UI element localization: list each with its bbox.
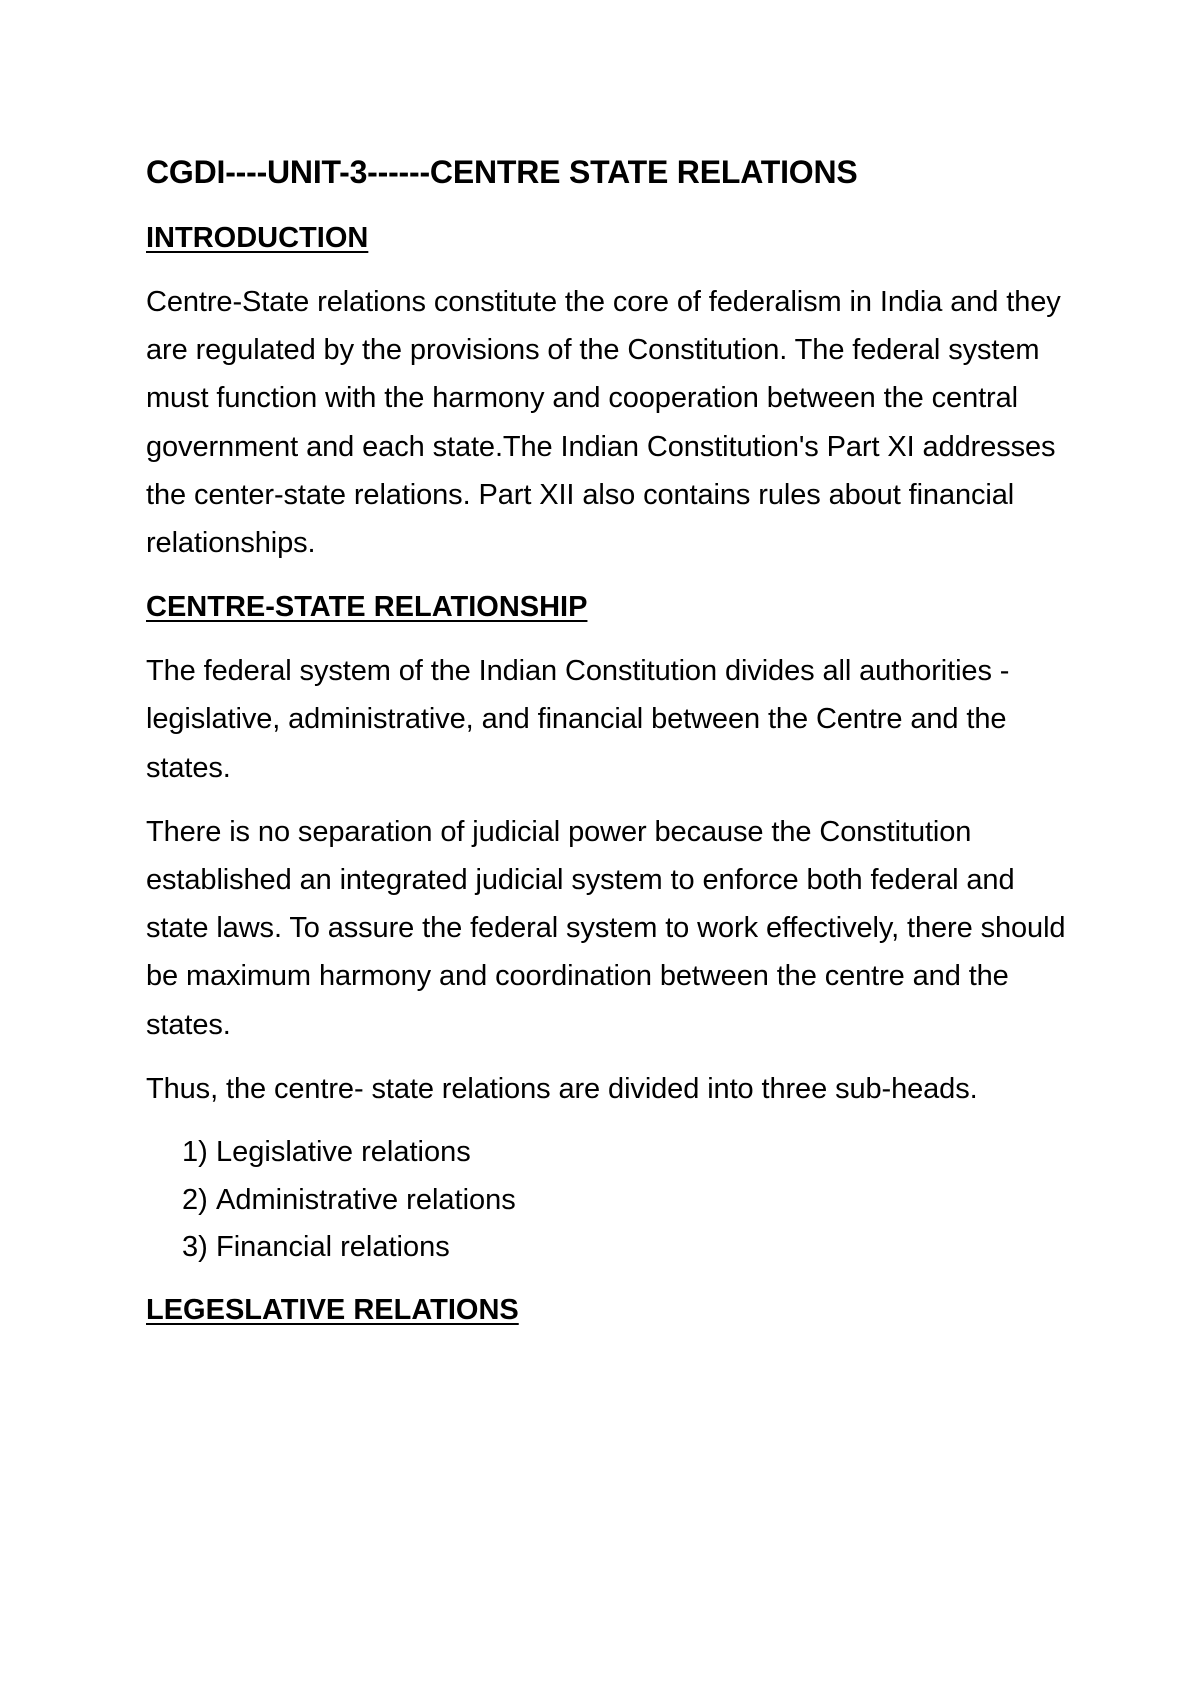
list-item [182,1177,1081,1225]
list-item [182,1224,1081,1272]
relationship-paragraph-2: There is no separation of judicial power because the Constitution established an integrated judicial system to enforce both federal and state laws. To assure the federal system to work effectively, there should be maximum harmony and coordination between the centre and the states. [146,815,1066,1041]
relationship-paragraph-3: Thus, the centre- state relations are divided into three sub-heads. [146,1072,978,1105]
list-item [182,1129,1081,1177]
list-item-text: Administrative relations [216,1183,516,1216]
section-heading-centre-state-relationship: CENTRE-STATE RELATIONSHIP [146,591,588,624]
introduction-paragraph: Centre-State relations constitute the core of federalism in India and they are regulated by the provisions of the Constitution. The federal system must function with the harmony and cooperation between the central government and each state.The Indian Constitution's Part XI addresses the center-state relations. Part XII also contains rules about financial relationships. [146,286,1061,560]
list-item-text: Financial relations [216,1231,450,1264]
list-item-number: 3) [182,1231,208,1264]
document-body [146,148,1081,1350]
section-heading-legislative-relations: LEGESLATIVE RELATIONS [146,1293,519,1326]
relationship-paragraph-1: The federal system of the Indian Constitution divides all authorities - legislative, administrative, and financial between the Centre and the states. [146,655,1010,784]
document-title: CGDI----UNIT-3------CENTRE STATE RELATIONS [146,154,858,190]
list-item-number: 2) [182,1183,208,1216]
list-item-text: Legislative relations [216,1136,471,1169]
relations-list [146,1129,1081,1272]
section-heading-introduction: INTRODUCTION [146,222,369,254]
list-item-number: 1) [182,1136,208,1169]
